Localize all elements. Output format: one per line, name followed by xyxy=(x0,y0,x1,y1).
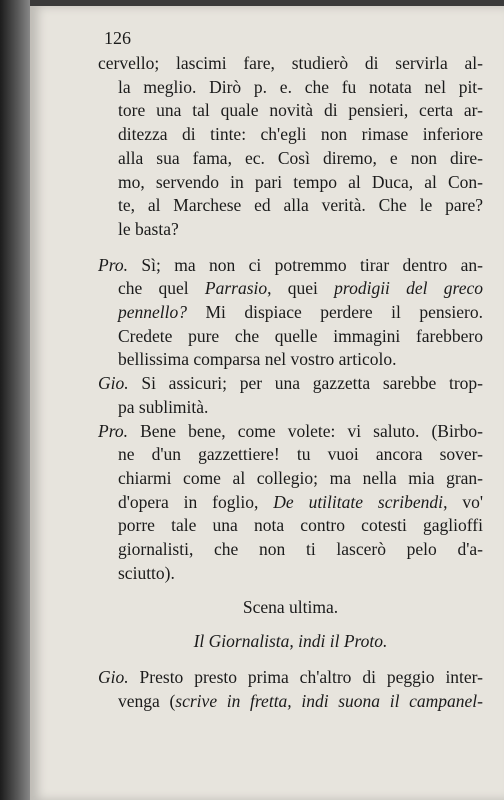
speech-line: porre tale una nota contro cotesti gaglioffi xyxy=(118,515,483,536)
text-line: tore una tal quale novità di pensieri, certa ar- xyxy=(118,100,483,121)
speaker-label: Pro. xyxy=(98,254,128,275)
speech-line: Pro. Sì; ma non ci potremmo tirar dentro an- xyxy=(98,254,483,275)
speech-line: pennello? Mi dispiace perdere il pensiero. xyxy=(118,302,483,323)
speech-line: Credete pure che quelle immagini farebbero xyxy=(118,325,483,346)
speech-line: sciutto). xyxy=(118,562,175,583)
speech-line: Gio. Presto presto prima ch'altro di peggio inter- xyxy=(98,666,483,687)
text-line: la meglio. Dirò p. e. che fu notata nel pit- xyxy=(118,76,483,97)
scene-title: Il Giornalista, indi il Proto. xyxy=(193,631,388,652)
speech-line: giornalisti, che non ti lascerò pelo d'a- xyxy=(118,539,483,560)
page-number: 126 xyxy=(104,28,131,48)
speech-line: pa sublimità. xyxy=(118,396,209,417)
text-line: mo, servendo in pari tempo al Duca, al Con- xyxy=(118,171,483,192)
text-line: ditezza di tinte: ch'egli non rimase inferiore xyxy=(118,124,483,145)
speaker-label: Pro. xyxy=(98,420,128,441)
text-line: le basta? xyxy=(118,218,179,239)
speech-line: bellissima comparsa nel vostro articolo. xyxy=(118,349,397,370)
speech-line: venga (scrive in fretta, indi suona il campanel- xyxy=(118,690,483,711)
speech-line: chiarmi come al collegio; ma nella mia gran- xyxy=(118,467,483,488)
speech-line: che quel Parrasio, quei prodigii del greco xyxy=(118,278,483,299)
speech-line: Pro. Bene bene, come volete: vi saluto. (Birbo- xyxy=(98,420,483,441)
text-line: te, al Marchese ed alla verità. Che le pare? xyxy=(118,195,483,216)
speech-line: d'opera in foglio, De utilitate scribendi, vo' xyxy=(118,491,483,512)
speaker-label: Gio. xyxy=(98,373,129,394)
scene-heading: Scena ultima. xyxy=(242,597,339,618)
speech-line: Gio. Si assicuri; per una gazzetta sarebbe trop- xyxy=(98,373,483,394)
speaker-label: Gio. xyxy=(98,666,129,687)
book-gutter xyxy=(0,0,30,800)
text-line: cervello; lascimi fare, studierò di servirla al- xyxy=(98,53,483,73)
speech-line: ne d'un gazzettiere! tu vuoi ancora sover- xyxy=(118,444,483,465)
page-text xyxy=(98,52,483,713)
text-line: alla sua fama, ec. Così diremo, e non dire- xyxy=(118,147,483,168)
